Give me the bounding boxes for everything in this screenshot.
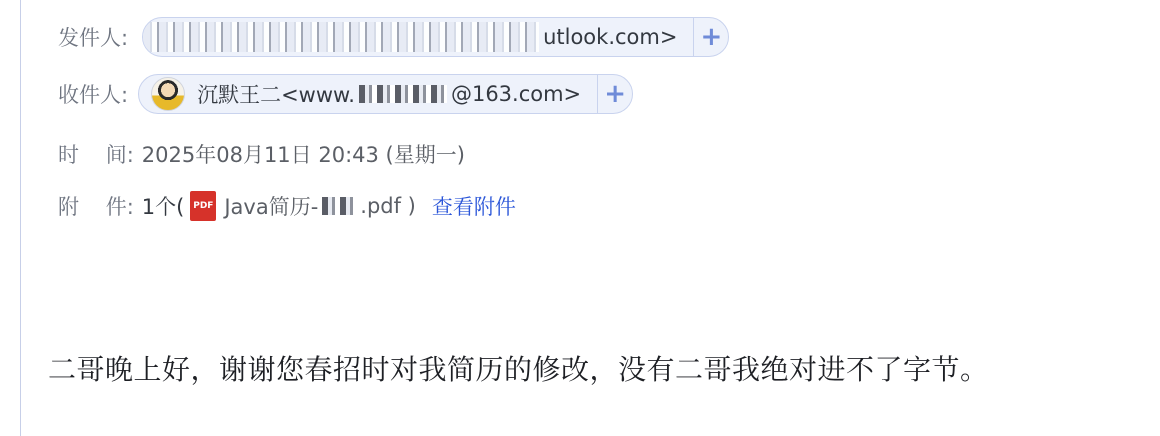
recipient-avatar <box>151 77 185 111</box>
sender-row <box>58 17 729 57</box>
sender-chip[interactable] <box>142 17 729 57</box>
recipient-address-suffix: @163.com> <box>450 82 582 106</box>
sender-address[interactable] <box>143 18 693 56</box>
time-label: 时 间: <box>58 143 134 167</box>
time-value: 2025年08月11日 20:43 (星期一) <box>141 143 465 167</box>
recipient-chip[interactable] <box>138 74 633 114</box>
left-border <box>20 0 21 436</box>
attachment-name-prefix[interactable]: Java简历- <box>224 195 319 219</box>
recipient-name: 沉默王二<www. <box>197 83 355 107</box>
recipient-address[interactable] <box>139 75 597 113</box>
recipient-row <box>58 74 633 114</box>
sender-label: 发件人: <box>58 26 129 50</box>
attachment-count: 1个( <box>141 195 185 219</box>
pdf-file-icon[interactable]: PDF <box>190 191 216 221</box>
recipient-redacted-address <box>359 85 447 103</box>
attachment-label: 附 件: <box>58 195 134 219</box>
attachment-redacted-name <box>322 197 356 215</box>
recipient-label: 收件人: <box>58 83 129 107</box>
add-recipient-contact-button[interactable]: + <box>604 79 627 109</box>
sender-redacted-address <box>143 22 539 52</box>
attachment-name-suffix[interactable]: .pdf ) <box>360 194 416 218</box>
time-row <box>58 134 465 174</box>
view-attachment-link[interactable]: 查看附件 <box>431 195 516 219</box>
add-sender-contact-button[interactable]: + <box>700 22 723 52</box>
email-body-text: 二哥晚上好，谢谢您春招时对我简历的修改，没有二哥我绝对进不了字节。 <box>48 353 989 386</box>
attachment-row <box>58 186 516 226</box>
sender-address-suffix: utlook.com> <box>543 25 678 49</box>
